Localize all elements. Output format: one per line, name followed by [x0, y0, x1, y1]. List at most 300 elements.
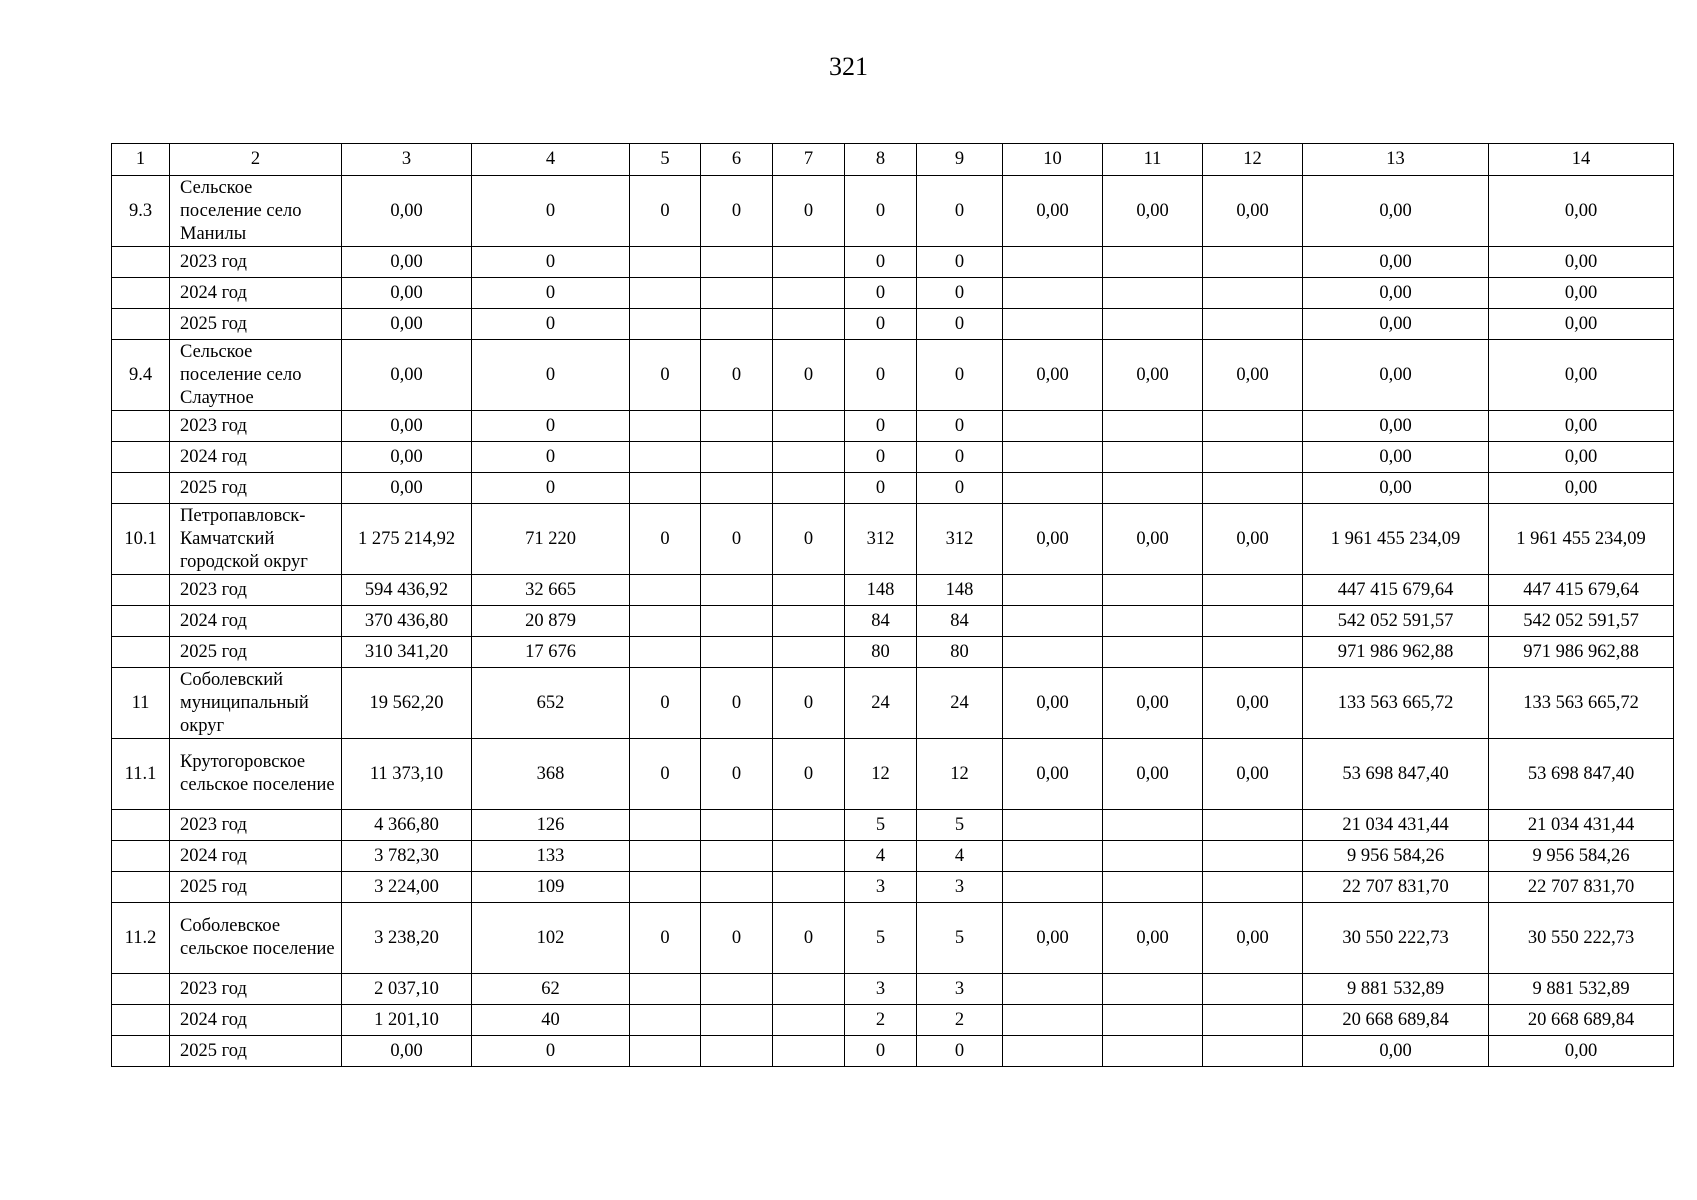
- row-code-cell: 9.3: [112, 176, 170, 247]
- value-cell: [701, 810, 773, 841]
- value-cell: 0,00: [1303, 473, 1489, 504]
- value-cell: 30 550 222,73: [1303, 903, 1489, 974]
- value-cell: [630, 411, 701, 442]
- value-cell: [773, 810, 845, 841]
- value-cell: 0: [472, 247, 630, 278]
- value-cell: [701, 575, 773, 606]
- value-cell: 0,00: [1103, 739, 1203, 810]
- row-code-cell: [112, 1036, 170, 1067]
- table-row: [112, 309, 1674, 340]
- value-cell: 0,00: [1303, 309, 1489, 340]
- table-row: [112, 247, 1674, 278]
- value-cell: 447 415 679,64: [1489, 575, 1674, 606]
- value-cell: 0,00: [1103, 504, 1203, 575]
- value-cell: 4 366,80: [342, 810, 472, 841]
- row-name-cell: Соболевское сельское поселение: [170, 903, 342, 974]
- row-code-cell: [112, 411, 170, 442]
- table-row: [112, 974, 1674, 1005]
- value-cell: [1003, 1036, 1103, 1067]
- value-cell: 133 563 665,72: [1489, 668, 1674, 739]
- value-cell: 0: [701, 504, 773, 575]
- value-cell: 0,00: [1103, 340, 1203, 411]
- value-cell: 0,00: [1003, 903, 1103, 974]
- column-number-cell: 5: [630, 144, 701, 176]
- value-cell: 0,00: [1303, 442, 1489, 473]
- value-cell: 0: [773, 176, 845, 247]
- value-cell: [1103, 974, 1203, 1005]
- row-name-cell: 2025 год: [170, 1036, 342, 1067]
- row-code-cell: [112, 606, 170, 637]
- value-cell: 0: [773, 903, 845, 974]
- value-cell: 594 436,92: [342, 575, 472, 606]
- value-cell: 2: [845, 1005, 917, 1036]
- value-cell: [1103, 1005, 1203, 1036]
- value-cell: [1003, 872, 1103, 903]
- value-cell: [773, 1005, 845, 1036]
- value-cell: [630, 442, 701, 473]
- row-code-cell: 10.1: [112, 504, 170, 575]
- value-cell: [1203, 637, 1303, 668]
- row-code-cell: 11: [112, 668, 170, 739]
- value-cell: [1203, 309, 1303, 340]
- value-cell: [1103, 872, 1203, 903]
- value-cell: [701, 841, 773, 872]
- value-cell: [1103, 575, 1203, 606]
- table-row: [112, 1005, 1674, 1036]
- column-number-cell: 12: [1203, 144, 1303, 176]
- value-cell: 447 415 679,64: [1303, 575, 1489, 606]
- value-cell: 80: [917, 637, 1003, 668]
- value-cell: 0: [917, 247, 1003, 278]
- value-cell: 0,00: [342, 1036, 472, 1067]
- value-cell: 0: [845, 176, 917, 247]
- value-cell: 312: [845, 504, 917, 575]
- value-cell: 0: [472, 278, 630, 309]
- value-cell: 19 562,20: [342, 668, 472, 739]
- value-cell: 0,00: [1489, 411, 1674, 442]
- value-cell: 971 986 962,88: [1489, 637, 1674, 668]
- value-cell: 148: [917, 575, 1003, 606]
- value-cell: 0,00: [342, 473, 472, 504]
- value-cell: 20 879: [472, 606, 630, 637]
- value-cell: 0,00: [1489, 309, 1674, 340]
- value-cell: 12: [917, 739, 1003, 810]
- value-cell: 0,00: [1203, 739, 1303, 810]
- value-cell: [701, 247, 773, 278]
- value-cell: [773, 575, 845, 606]
- value-cell: 133: [472, 841, 630, 872]
- value-cell: 0: [845, 1036, 917, 1067]
- value-cell: 9 881 532,89: [1303, 974, 1489, 1005]
- value-cell: 4: [917, 841, 1003, 872]
- value-cell: [630, 1005, 701, 1036]
- value-cell: 370 436,80: [342, 606, 472, 637]
- value-cell: 24: [917, 668, 1003, 739]
- column-number-cell: 2: [170, 144, 342, 176]
- value-cell: [630, 473, 701, 504]
- value-cell: [630, 637, 701, 668]
- value-cell: 971 986 962,88: [1303, 637, 1489, 668]
- value-cell: 1 275 214,92: [342, 504, 472, 575]
- value-cell: [773, 411, 845, 442]
- column-number-cell: 3: [342, 144, 472, 176]
- value-cell: [701, 974, 773, 1005]
- value-cell: 0: [917, 340, 1003, 411]
- value-cell: 62: [472, 974, 630, 1005]
- value-cell: 22 707 831,70: [1303, 872, 1489, 903]
- value-cell: 5: [917, 903, 1003, 974]
- row-name-cell: 2024 год: [170, 606, 342, 637]
- table-row: [112, 176, 1674, 247]
- row-code-cell: [112, 637, 170, 668]
- value-cell: 0: [917, 442, 1003, 473]
- row-name-cell: 2025 год: [170, 872, 342, 903]
- value-cell: [773, 606, 845, 637]
- value-cell: 368: [472, 739, 630, 810]
- column-number-cell: 10: [1003, 144, 1103, 176]
- table-row: [112, 872, 1674, 903]
- value-cell: 0: [773, 340, 845, 411]
- value-cell: 0: [701, 668, 773, 739]
- table-row: [112, 1036, 1674, 1067]
- value-cell: [630, 309, 701, 340]
- value-cell: [1003, 606, 1103, 637]
- value-cell: 71 220: [472, 504, 630, 575]
- value-cell: [701, 637, 773, 668]
- table-row: [112, 810, 1674, 841]
- column-number-cell: 4: [472, 144, 630, 176]
- value-cell: 0: [917, 176, 1003, 247]
- value-cell: [1203, 872, 1303, 903]
- value-cell: [773, 974, 845, 1005]
- row-name-cell: Сельское поселение село Манилы: [170, 176, 342, 247]
- row-name-cell: Соболевский муниципальный округ: [170, 668, 342, 739]
- value-cell: [1203, 247, 1303, 278]
- value-cell: [630, 606, 701, 637]
- value-cell: [701, 411, 773, 442]
- table-row: [112, 606, 1674, 637]
- row-name-cell: 2025 год: [170, 309, 342, 340]
- value-cell: 53 698 847,40: [1489, 739, 1674, 810]
- value-cell: 0: [472, 411, 630, 442]
- row-name-cell: 2024 год: [170, 442, 342, 473]
- value-cell: [1003, 841, 1103, 872]
- value-cell: 0: [472, 442, 630, 473]
- value-cell: 5: [917, 810, 1003, 841]
- value-cell: 0,00: [1303, 247, 1489, 278]
- table-row: [112, 442, 1674, 473]
- column-number-cell: 7: [773, 144, 845, 176]
- value-cell: [1103, 309, 1203, 340]
- value-cell: [773, 841, 845, 872]
- value-cell: 312: [917, 504, 1003, 575]
- value-cell: 0,00: [1303, 1036, 1489, 1067]
- row-name-cell: 2023 год: [170, 575, 342, 606]
- value-cell: 3: [845, 872, 917, 903]
- value-cell: [1103, 810, 1203, 841]
- row-code-cell: 9.4: [112, 340, 170, 411]
- value-cell: 0,00: [342, 309, 472, 340]
- value-cell: 2: [917, 1005, 1003, 1036]
- value-cell: 2 037,10: [342, 974, 472, 1005]
- value-cell: 0,00: [1489, 442, 1674, 473]
- table-row: [112, 841, 1674, 872]
- column-number-cell: 11: [1103, 144, 1203, 176]
- value-cell: 3 238,20: [342, 903, 472, 974]
- value-cell: 20 668 689,84: [1489, 1005, 1674, 1036]
- value-cell: 0,00: [1489, 278, 1674, 309]
- table-row: [112, 903, 1674, 974]
- table-row: [112, 637, 1674, 668]
- value-cell: 80: [845, 637, 917, 668]
- value-cell: 0: [472, 1036, 630, 1067]
- row-code-cell: [112, 841, 170, 872]
- value-cell: 0,00: [1489, 473, 1674, 504]
- value-cell: 0,00: [1303, 411, 1489, 442]
- row-name-cell: 2023 год: [170, 810, 342, 841]
- row-name-cell: Сельское поселение село Слаутное: [170, 340, 342, 411]
- value-cell: 310 341,20: [342, 637, 472, 668]
- value-cell: 0: [845, 278, 917, 309]
- value-cell: 0,00: [1489, 176, 1674, 247]
- value-cell: 0,00: [1489, 340, 1674, 411]
- value-cell: 109: [472, 872, 630, 903]
- value-cell: 5: [845, 810, 917, 841]
- value-cell: 21 034 431,44: [1489, 810, 1674, 841]
- value-cell: 0,00: [1003, 739, 1103, 810]
- row-code-cell: [112, 1005, 170, 1036]
- row-name-cell: 2023 год: [170, 247, 342, 278]
- value-cell: 0,00: [1203, 504, 1303, 575]
- column-number-cell: 6: [701, 144, 773, 176]
- value-cell: [773, 278, 845, 309]
- row-name-cell: Петропавловск-Камчатский городской округ: [170, 504, 342, 575]
- value-cell: [1003, 473, 1103, 504]
- value-cell: [773, 1036, 845, 1067]
- value-cell: [701, 473, 773, 504]
- value-cell: [1203, 810, 1303, 841]
- value-cell: 652: [472, 668, 630, 739]
- value-cell: 4: [845, 841, 917, 872]
- value-cell: 542 052 591,57: [1303, 606, 1489, 637]
- value-cell: 0,00: [1303, 340, 1489, 411]
- value-cell: 0: [630, 504, 701, 575]
- value-cell: 20 668 689,84: [1303, 1005, 1489, 1036]
- value-cell: [1203, 1005, 1303, 1036]
- value-cell: 0: [701, 176, 773, 247]
- row-name-cell: 2024 год: [170, 1005, 342, 1036]
- table-row: [112, 739, 1674, 810]
- value-cell: 3 224,00: [342, 872, 472, 903]
- value-cell: [1003, 411, 1103, 442]
- value-cell: 0: [845, 340, 917, 411]
- value-cell: 0: [773, 668, 845, 739]
- value-cell: 17 676: [472, 637, 630, 668]
- value-cell: [1003, 637, 1103, 668]
- value-cell: [630, 872, 701, 903]
- value-cell: [1203, 575, 1303, 606]
- value-cell: [1203, 473, 1303, 504]
- value-cell: [1103, 637, 1203, 668]
- data-table: [111, 143, 1674, 1067]
- value-cell: 0: [630, 739, 701, 810]
- value-cell: 0: [630, 340, 701, 411]
- value-cell: 84: [845, 606, 917, 637]
- value-cell: [701, 442, 773, 473]
- value-cell: 0,00: [1203, 668, 1303, 739]
- value-cell: 3: [845, 974, 917, 1005]
- value-cell: 11 373,10: [342, 739, 472, 810]
- value-cell: [1103, 411, 1203, 442]
- value-cell: 0,00: [1103, 903, 1203, 974]
- value-cell: 0: [845, 473, 917, 504]
- value-cell: [1103, 442, 1203, 473]
- value-cell: 1 961 455 234,09: [1489, 504, 1674, 575]
- table-row: [112, 668, 1674, 739]
- value-cell: [1203, 606, 1303, 637]
- value-cell: [1103, 247, 1203, 278]
- value-cell: [630, 810, 701, 841]
- value-cell: 0,00: [1203, 903, 1303, 974]
- value-cell: 133 563 665,72: [1303, 668, 1489, 739]
- row-name-cell: Крутогоровское сельское поселение: [170, 739, 342, 810]
- value-cell: 0: [917, 411, 1003, 442]
- value-cell: 0: [773, 504, 845, 575]
- value-cell: [630, 841, 701, 872]
- value-cell: 30 550 222,73: [1489, 903, 1674, 974]
- value-cell: 0,00: [1489, 1036, 1674, 1067]
- value-cell: [1003, 575, 1103, 606]
- value-cell: [1003, 1005, 1103, 1036]
- value-cell: 0,00: [1003, 504, 1103, 575]
- value-cell: 3 782,30: [342, 841, 472, 872]
- value-cell: 24: [845, 668, 917, 739]
- value-cell: [1203, 442, 1303, 473]
- row-code-cell: [112, 309, 170, 340]
- value-cell: [701, 606, 773, 637]
- value-cell: 0: [472, 473, 630, 504]
- column-number-cell: 9: [917, 144, 1003, 176]
- value-cell: 0,00: [1303, 176, 1489, 247]
- value-cell: [1003, 309, 1103, 340]
- row-code-cell: [112, 810, 170, 841]
- row-name-cell: 2024 год: [170, 278, 342, 309]
- value-cell: 0,00: [342, 247, 472, 278]
- value-cell: 1 961 455 234,09: [1303, 504, 1489, 575]
- row-name-cell: 2024 год: [170, 841, 342, 872]
- value-cell: 0: [845, 247, 917, 278]
- row-code-cell: [112, 473, 170, 504]
- value-cell: 5: [845, 903, 917, 974]
- value-cell: 84: [917, 606, 1003, 637]
- value-cell: [1203, 841, 1303, 872]
- value-cell: 0,00: [1003, 668, 1103, 739]
- value-cell: [701, 1005, 773, 1036]
- value-cell: 0: [845, 411, 917, 442]
- table-row: [112, 473, 1674, 504]
- value-cell: 0: [630, 668, 701, 739]
- value-cell: [1103, 1036, 1203, 1067]
- value-cell: [1103, 606, 1203, 637]
- row-name-cell: 2025 год: [170, 637, 342, 668]
- value-cell: 0: [845, 309, 917, 340]
- value-cell: 0: [845, 442, 917, 473]
- value-cell: 102: [472, 903, 630, 974]
- value-cell: [1003, 278, 1103, 309]
- value-cell: 0: [472, 309, 630, 340]
- value-cell: 0,00: [342, 442, 472, 473]
- value-cell: [773, 309, 845, 340]
- table-row: [112, 340, 1674, 411]
- value-cell: 0: [773, 739, 845, 810]
- value-cell: 0,00: [1003, 340, 1103, 411]
- table-row: [112, 575, 1674, 606]
- value-cell: [773, 872, 845, 903]
- row-code-cell: [112, 278, 170, 309]
- value-cell: [1103, 841, 1203, 872]
- value-cell: 9 956 584,26: [1489, 841, 1674, 872]
- value-cell: 0,00: [1003, 176, 1103, 247]
- row-code-cell: [112, 872, 170, 903]
- row-code-cell: 11.1: [112, 739, 170, 810]
- value-cell: 0,00: [342, 278, 472, 309]
- value-cell: [1003, 974, 1103, 1005]
- value-cell: [1203, 278, 1303, 309]
- value-cell: 0: [917, 278, 1003, 309]
- value-cell: [630, 575, 701, 606]
- value-cell: 0,00: [342, 340, 472, 411]
- column-number-cell: 8: [845, 144, 917, 176]
- value-cell: [701, 872, 773, 903]
- value-cell: [773, 442, 845, 473]
- value-cell: 9 956 584,26: [1303, 841, 1489, 872]
- table-row: [112, 278, 1674, 309]
- value-cell: 0,00: [1303, 278, 1489, 309]
- value-cell: 32 665: [472, 575, 630, 606]
- row-name-cell: 2023 год: [170, 974, 342, 1005]
- value-cell: 0,00: [1489, 247, 1674, 278]
- value-cell: 542 052 591,57: [1489, 606, 1674, 637]
- row-name-cell: 2023 год: [170, 411, 342, 442]
- value-cell: [1003, 810, 1103, 841]
- value-cell: 0,00: [1203, 176, 1303, 247]
- value-cell: 9 881 532,89: [1489, 974, 1674, 1005]
- value-cell: [1203, 974, 1303, 1005]
- value-cell: [1003, 442, 1103, 473]
- value-cell: 0,00: [1203, 340, 1303, 411]
- value-cell: [630, 278, 701, 309]
- value-cell: [1003, 247, 1103, 278]
- value-cell: 1 201,10: [342, 1005, 472, 1036]
- value-cell: 0: [701, 739, 773, 810]
- column-number-cell: 13: [1303, 144, 1489, 176]
- value-cell: 0: [701, 903, 773, 974]
- table-row: [112, 411, 1674, 442]
- value-cell: [1103, 278, 1203, 309]
- value-cell: 0,00: [1103, 668, 1203, 739]
- value-cell: 0,00: [1103, 176, 1203, 247]
- value-cell: 148: [845, 575, 917, 606]
- row-code-cell: [112, 575, 170, 606]
- value-cell: [773, 637, 845, 668]
- value-cell: 0: [472, 176, 630, 247]
- value-cell: 53 698 847,40: [1303, 739, 1489, 810]
- value-cell: 3: [917, 974, 1003, 1005]
- row-code-cell: 11.2: [112, 903, 170, 974]
- value-cell: [1203, 411, 1303, 442]
- value-cell: [701, 1036, 773, 1067]
- row-code-cell: [112, 442, 170, 473]
